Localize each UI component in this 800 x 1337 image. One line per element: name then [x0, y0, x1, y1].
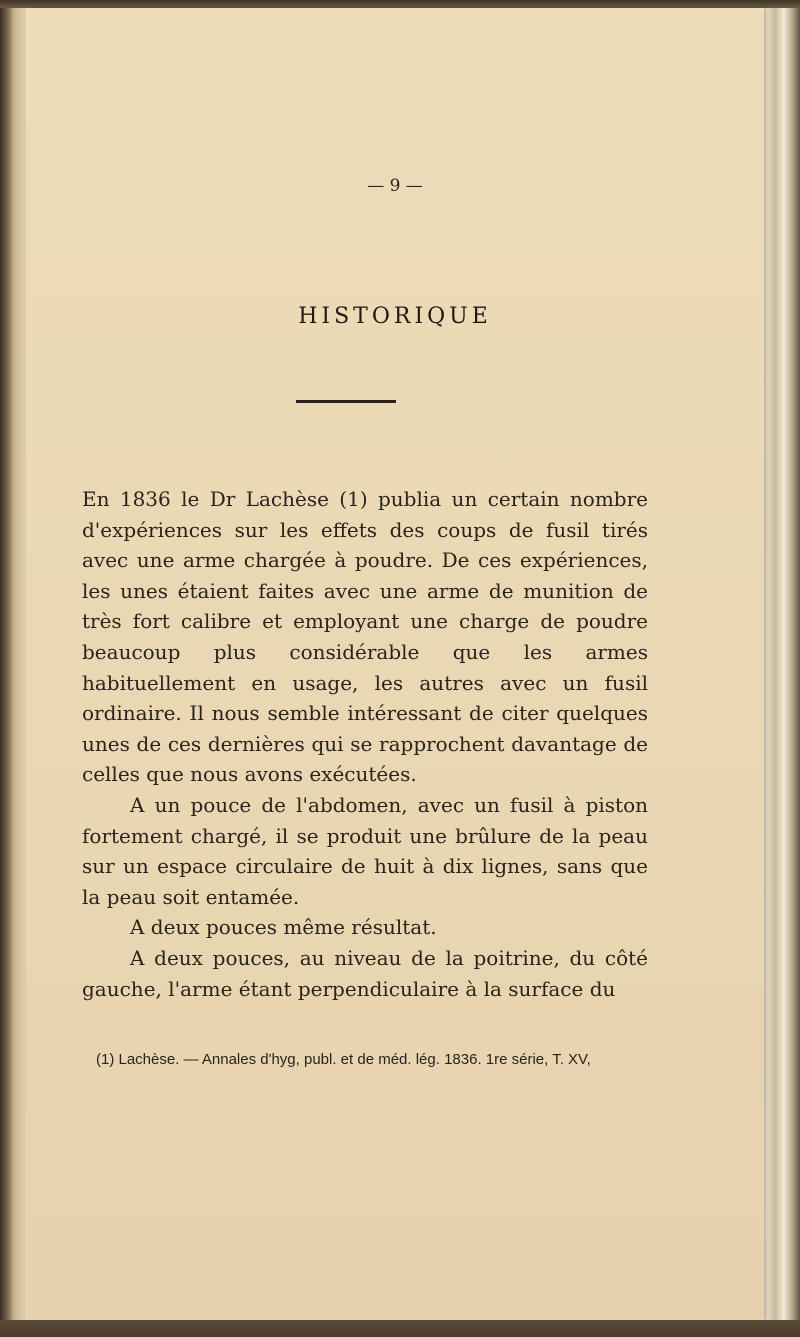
paragraph-1: En 1836 le Dr Lachèse (1) publia un certain nombre d'expériences sur les effets des coups de fusil tirés avec une arme chargée à poudre. De ces expériences, les unes étaient faites avec une arme de munition de très fort calibre et employant une charge de poudre beaucoup plus considérable que les armes habituellement en usage, les autres avec un fusil ordinaire. Il nous semble intéressant de citer quelques unes de ces dernières qui se rapprochent davantage de celles que nous avons exécutées.: [82, 487, 648, 787]
footnote-text: (1) Lachèse. — Annales d'hyg, publ. et de méd. lég. 1836. 1re série, T. XV,: [96, 1051, 591, 1068]
book-top-edge: [0, 0, 800, 8]
footnote: [82, 1048, 648, 1071]
paragraph-3: A deux pouces même résultat.: [130, 915, 437, 940]
page-number: — 9 —: [367, 176, 423, 196]
body-text: [82, 484, 648, 1004]
page-sheet: [26, 8, 764, 1320]
paragraph-2: A un pouce de l'abdomen, avec un fusil à piston fortement chargé, il se produit une brûlure de la peau sur un espace circulaire de huit à dix lignes, sans que la peau soit entamée.: [82, 792, 648, 909]
paragraph-4: A deux pouces, au niveau de la poitrine, du côté gauche, l'arme étant perpendiculaire à la surface du: [82, 945, 648, 1001]
book-bottom-edge: [0, 1320, 800, 1337]
section-title: HISTORIQUE: [298, 304, 492, 329]
title-rule: [296, 400, 396, 403]
